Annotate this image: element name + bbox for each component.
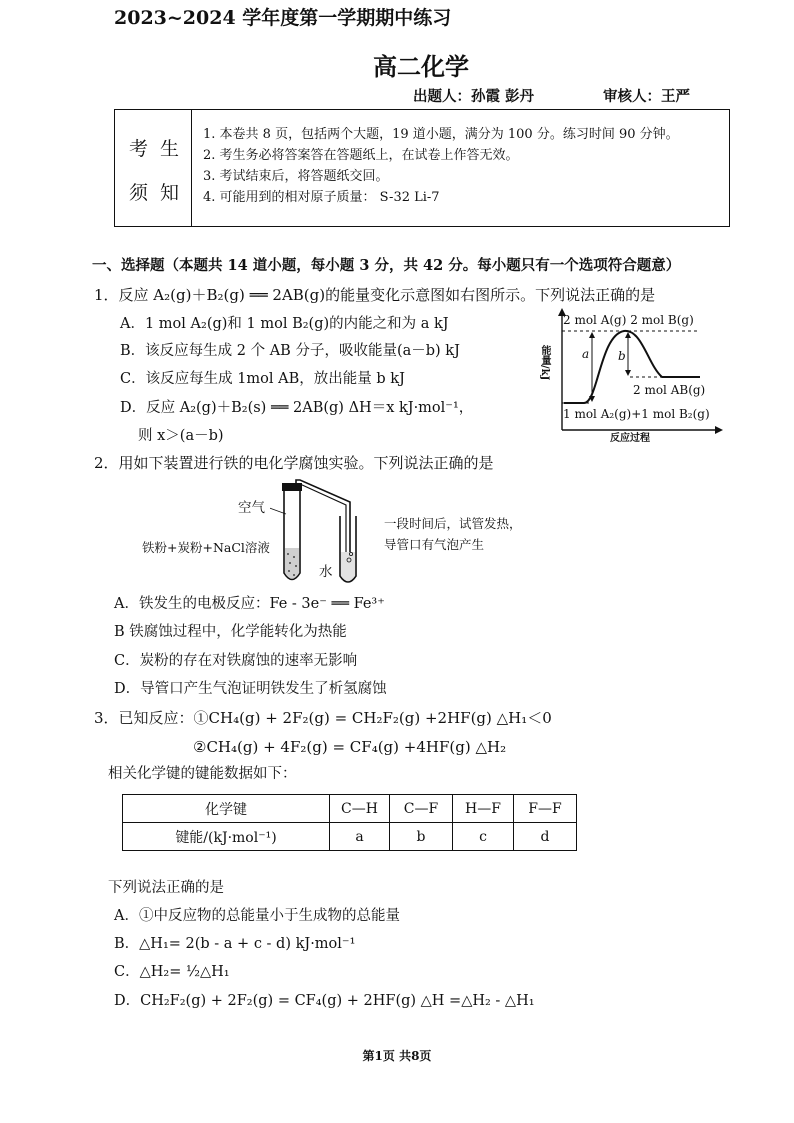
diagram-top-label: 2 mol A(g) 2 mol B(g): [563, 313, 694, 327]
q3-reaction-2: ②CH₄(g) + 4F₂(g) = CF₄(g) +4HF(g) △H₂: [193, 738, 507, 756]
table-header-row: [123, 795, 577, 823]
mixture-fill: [285, 548, 299, 579]
bond-energy-table: [122, 794, 577, 851]
label-water: 水: [319, 564, 333, 580]
q2-option-b: B 铁腐蚀过程中，化学能转化为热能: [114, 624, 347, 640]
label-mixture: 铁粉+炭粉+NaCl溶液: [142, 540, 270, 555]
diagram-y-label: 能量/kJ: [539, 345, 550, 381]
q1-option-d: D．反应 A₂(g)＋B₂(s) ══ 2AB(g) ΔH＝x kJ·mol⁻¹，: [120, 400, 474, 416]
q2-stem: 2．用如下装置进行铁的电化学腐蚀实验。下列说法正确的是: [94, 454, 494, 472]
table-row: [123, 823, 577, 851]
notice-label-line2: 须知: [129, 182, 192, 204]
section-title: 一、选择题（本题共 14 道小题，每小题 3 分，共 42 分。每小题只有一个选项符合题意）: [92, 257, 681, 274]
q2-option-a: A．铁发生的电极反应：Fe - 3e⁻ ══ Fe³⁺: [114, 596, 385, 612]
diagram-b-label: b: [618, 349, 626, 363]
q3-stem: 3．已知反应：①CH₄(g) + 2F₂(g) = CH₂F₂(g) +2HF(g) △H₁＜0: [94, 709, 552, 727]
table-header-cell: F—F: [514, 795, 577, 823]
diagram-a-label: a: [582, 347, 590, 361]
notice-label: [115, 110, 192, 226]
diagram-product-label: 2 mol AB(g): [633, 383, 706, 397]
reviewer: 审核人：王严: [603, 88, 690, 105]
notice-box: [114, 109, 730, 227]
label-air: 空气: [238, 500, 265, 516]
q1-stem: 1．反应 A₂(g)＋B₂(g) ══ 2AB(g)的能量变化示意图如右图所示。下列说法正确的是: [94, 286, 656, 304]
table-cell: d: [514, 823, 577, 851]
q1-option-d-cont: 则 x＞(a－b): [138, 428, 224, 444]
q1-option-c: C．该反应每生成 1mol AB，放出能量 b kJ: [120, 371, 405, 387]
notice-item: 4. 可能用到的相对原子质量： S-32 Li-7: [203, 190, 440, 205]
diagram-reactant-label: 1 mol A₂(g)+1 mol B₂(g): [563, 407, 710, 421]
q1-option-a: A．1 mol A₂(g)和 1 mol B₂(g)的内能之和为 a kJ: [120, 316, 449, 332]
notice-label-line1: 考生: [129, 138, 192, 160]
q2-option-d: D．导管口产生气泡证明铁发生了析氢腐蚀: [114, 681, 387, 697]
q3-question: 下列说法正确的是: [108, 880, 224, 896]
q1-option-b: B．该反应每生成 2 个 AB 分子，吸收能量(a－b) kJ: [120, 343, 460, 359]
notice-item: 3. 考试结束后，将答题纸交回。: [203, 169, 389, 184]
table-header-cell: C—H: [330, 795, 390, 823]
q3-option-b: B．△H₁= 2(b - a + c - d) kJ·mol⁻¹: [114, 936, 356, 952]
arrow-a-head: [589, 332, 595, 338]
setters: 出题人：孙霞 彭丹: [413, 88, 535, 105]
page-footer: 第1页 共8页: [362, 1049, 432, 1063]
q3-table-intro: 相关化学键的键能数据如下：: [108, 766, 297, 782]
table-cell: b: [390, 823, 453, 851]
table-cell: 键能/(kJ·mol⁻¹): [123, 823, 330, 851]
table-header-cell: H—F: [453, 795, 514, 823]
notice-item: 2. 考生务必将答案答在答题纸上，在试卷上作答无效。: [203, 148, 519, 163]
notice-items: [203, 124, 679, 208]
q2-option-c: C．炭粉的存在对铁腐蚀的速率无影响: [114, 653, 358, 669]
table-cell: c: [453, 823, 514, 851]
exam-title: 2023~2024 学年度第一学期期中练习: [114, 7, 452, 29]
notice-item: 1. 本卷共 8 页，包括两个大题，19 道小题，满分为 100 分。练习时间 90 分钟。: [203, 127, 679, 142]
arrow-b-tail: [625, 370, 631, 376]
subject-title: 高二化学: [373, 52, 469, 81]
table-cell: a: [330, 823, 390, 851]
q3-option-a: A．①中反应物的总能量小于生成物的总能量: [114, 908, 400, 924]
diagram-x-label: 反应过程: [610, 433, 650, 444]
q3-option-d: D．CH₂F₂(g) + 2F₂(g) = CF₄(g) + 2HF(g) △H =△H₂ - △H₁: [114, 993, 535, 1009]
water-fill: [341, 552, 355, 581]
figure-note-line2: 导管口有气泡产生: [384, 537, 485, 552]
delivery-tube-inner: [300, 484, 346, 566]
figure-note-line1: 一段时间后，试管发热，: [384, 516, 522, 531]
x-axis-arrow: [715, 426, 723, 434]
table-header-cell: C—F: [390, 795, 453, 823]
stopper: [282, 483, 302, 491]
q3-option-c: C．△H₂= ½△H₁: [114, 964, 230, 980]
table-header-cell: 化学键: [123, 795, 330, 823]
